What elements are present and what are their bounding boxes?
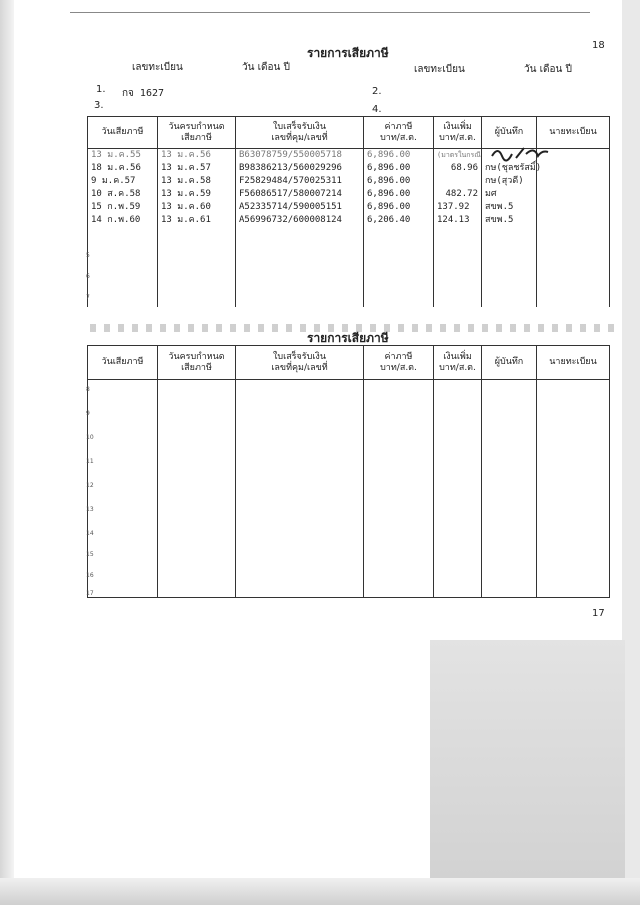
table-row: 13 ม.ค.56 — [161, 150, 211, 160]
row-number: 13 — [86, 506, 94, 513]
signature-mark — [490, 144, 550, 162]
table-row: 137.92 — [437, 202, 470, 212]
col-registrar — [537, 149, 610, 307]
row-number: 15 — [86, 551, 94, 558]
line3-number: 3. — [94, 100, 104, 111]
table-row: 13 ม.ค.57 — [161, 163, 211, 173]
table-row: กษ(ชุลชรัสมิ์) — [485, 163, 542, 173]
row-number: 7 — [86, 294, 90, 301]
scan-edge-left — [0, 0, 14, 905]
table-row: 15 ก.พ.59 — [91, 202, 141, 212]
table-row: 6,206.40 — [367, 215, 411, 225]
table-row: 68.96 — [450, 163, 478, 173]
header-receipt: ใบเสร็จรับเงิน เลขที่คุม/เลขที่ — [236, 117, 364, 149]
header-recorder: ผู้บันทึก — [482, 346, 537, 380]
header-recorder: ผู้บันทึก — [482, 117, 537, 149]
scan-shadow — [430, 640, 625, 880]
header-due-date: วันครบกำหนด เสียภาษี — [158, 346, 236, 380]
right-reg-label: เลขทะเบียน — [414, 64, 465, 75]
table-bottom-rule — [87, 597, 609, 598]
table-row: 124.13 — [437, 215, 470, 225]
section2-title: รายการเสียภาษี — [307, 331, 389, 345]
header-paid-date: วันเสียภาษี — [88, 346, 158, 380]
table-row: 14 ก.พ.60 — [91, 215, 141, 225]
row-number: 8 — [86, 386, 90, 393]
line4-number: 4. — [372, 104, 382, 115]
registration-value: กจ 1627 — [122, 88, 165, 99]
table-row: F25829484/570025311 — [239, 176, 342, 186]
header-registrar: นายทะเบียน — [537, 117, 610, 149]
col-due — [158, 380, 236, 598]
table-body-1 — [88, 149, 610, 307]
col-tax — [364, 380, 434, 598]
col-tax — [364, 149, 434, 307]
header-registrar: นายทะเบียน — [537, 346, 610, 380]
table-row: A52335714/590005151 — [239, 202, 342, 212]
table-row: 18 ม.ค.56 — [91, 163, 141, 173]
page-number-top: 18 — [592, 40, 605, 51]
table-row: A56996732/600008124 — [239, 215, 342, 225]
tax-table-2 — [87, 345, 610, 598]
top-rule — [70, 12, 590, 13]
right-date-label: วัน เดือน ปี — [524, 64, 572, 75]
col-registrar — [537, 380, 610, 598]
left-reg-label: เลขทะเบียน — [132, 62, 183, 73]
header-extra: เงินเพิ่ม บาท/ส.ต. — [434, 346, 482, 380]
col-recorder — [482, 380, 537, 598]
table-body-2 — [88, 380, 610, 598]
table-row: B98386213/560029296 — [239, 163, 342, 173]
table-row: 13 ม.ค.55 — [91, 150, 141, 160]
row-number: 6 — [86, 273, 90, 280]
table-row: 13 ม.ค.60 — [161, 202, 211, 212]
header-tax: ค่าภาษี บาท/ส.ต. — [364, 117, 434, 149]
header-tax: ค่าภาษี บาท/ส.ต. — [364, 346, 434, 380]
row-number: 16 — [86, 572, 94, 579]
table-row: สขพ.5 — [485, 215, 514, 225]
col-recorder — [482, 149, 542, 307]
table-row: 6,896.00 — [367, 163, 411, 173]
header-receipt: ใบเสร็จรับเงิน เลขที่คุม/เลขที่ — [236, 346, 364, 380]
table-row: 6,896.00 — [367, 150, 411, 160]
row-number: 14 — [86, 530, 94, 537]
table-row: กษ(สุวดี) — [485, 176, 524, 186]
header-paid-date: วันเสียภาษี — [88, 117, 158, 149]
row-number: 9 — [86, 410, 90, 417]
col-receipt — [236, 149, 364, 307]
table-row: มศ — [485, 189, 497, 199]
col-due — [158, 149, 236, 307]
table-row: 13 ม.ค.58 — [161, 176, 211, 186]
col-extra — [434, 380, 482, 598]
table-row: 9 ม.ค.57 — [91, 176, 136, 186]
table-row: F56086517/580007214 — [239, 189, 342, 199]
left-date-label: วัน เดือน ปี — [242, 62, 290, 73]
col-extra — [434, 149, 482, 307]
table-row: (มาตรในกรณี — [437, 151, 481, 159]
table-row: 13 ม.ค.59 — [161, 189, 211, 199]
line1-number: 1. — [96, 84, 106, 95]
table-row: 6,896.00 — [367, 189, 411, 199]
table-row: B63078759/550005718 — [239, 150, 342, 160]
table-row — [434, 175, 481, 188]
section1-title: รายการเสียภาษี — [307, 46, 389, 60]
table-row: 6,896.00 — [367, 176, 411, 186]
line2-number: 2. — [372, 86, 382, 97]
table-row: 10 ส.ค.58 — [91, 189, 141, 199]
page-number-bottom: 17 — [592, 608, 605, 619]
row-number: 11 — [86, 458, 94, 465]
scan-edge-bottom — [0, 878, 640, 905]
row-number: 10 — [86, 434, 94, 441]
col-paid — [88, 149, 158, 307]
header-due-date: วันครบกำหนด เสียภาษี — [158, 117, 236, 149]
table-row: สขพ.5 — [485, 202, 514, 212]
table-row: 13 ม.ค.61 — [161, 215, 211, 225]
row-number: 17 — [86, 590, 94, 597]
col-paid — [88, 380, 158, 598]
table-row: 6,896.00 — [367, 202, 411, 212]
table-row: 482.72 — [445, 189, 478, 199]
col-receipt — [236, 380, 364, 598]
row-number: 5 — [86, 252, 90, 259]
row-number: 12 — [86, 482, 94, 489]
header-extra: เงินเพิ่ม บาท/ส.ต. — [434, 117, 482, 149]
